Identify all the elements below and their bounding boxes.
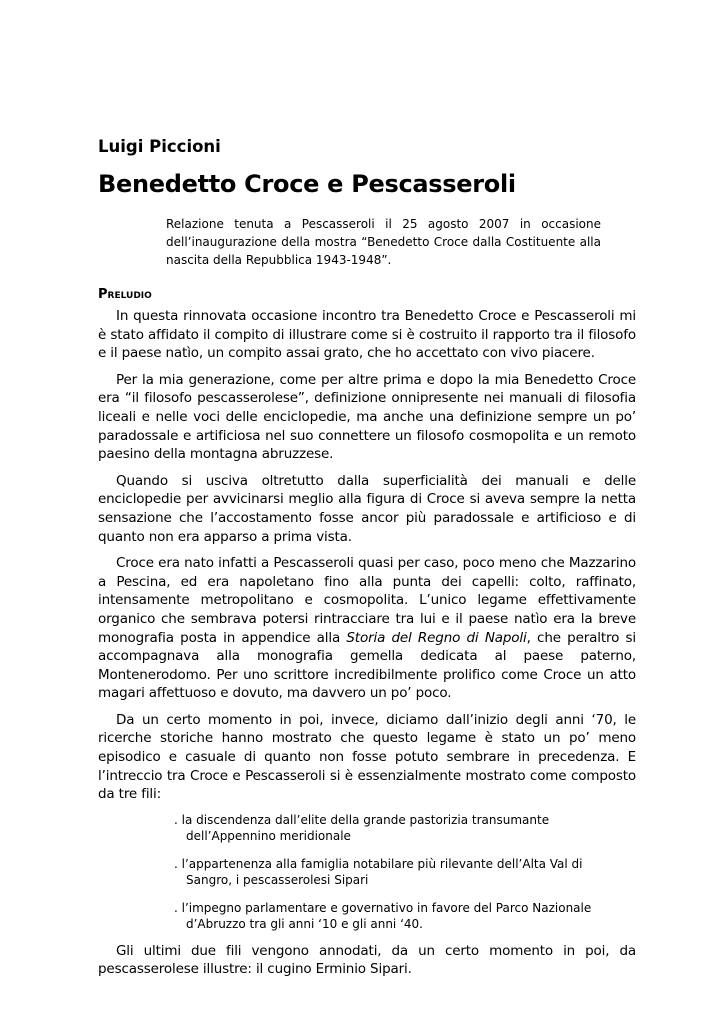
list-item: . la discendenza dall’elite della grande pastorizia transumante dell’Appennino meridionale (174, 812, 550, 843)
document-title: Benedetto Croce e Pescasseroli (98, 170, 516, 198)
threads-list (166, 812, 636, 932)
paragraph: Per la mia generazione, come per altre prima e dopo la mia Benedetto Croce era “il filosofo pescasserolese”, definizione onnipresente nei manuali di filosofia liceali e nelle voci delle enciclopedie, ma anche una definizione sempre un po’ paradossale e artificiosa nel suo connettere un filosofo cosmopolita e un remoto paesino della montagna abruzzese. (98, 371, 636, 463)
paragraph: Gli ultimi due fili vengono annodati, da un certo momento in poi, da pescasserolese illustre: il cugino Erminio Sipari. (98, 942, 636, 978)
paragraph: Da un certo momento in poi, invece, diciamo dall’inizio degli anni ‘70, le ricerche storiche hanno mostrato che questo legame è stato un po’ meno episodico e casuale di quanto non fosse potuto sembrare in precedenza. E l’intreccio tra Croce e Pescasseroli si è essenzialmente mostrato come composto da tre fili: (98, 711, 636, 803)
intro-note: Relazione tenuta a Pescasseroli il 25 agosto 2007 in occasione dell’inaugurazione della mostra “Benedetto Croce dalla Costituente alla nascita della Repubblica 1943-1948”. (166, 217, 601, 267)
paragraph-text: , che peraltro si accompagnava alla monografia gemella dedicata al paese paterno, Montenerodomo. Per uno scrittore incredibilmente prolifico come Croce un atto magari affettuoso e dovuto, ma davvero un po’ poco. (98, 629, 636, 702)
book-title: Storia del Regno di Napoli (346, 629, 527, 646)
paragraph (98, 554, 636, 703)
list-item: . l’impegno parlamentare e governativo in favore del Parco Nazionale d’Abruzzo tra gli anni ‘10 e gli anni ‘40. (174, 900, 592, 931)
paragraph: Quando si usciva oltretutto dalla superficialità dei manuali e delle enciclopedie per avvicinarsi meglio alla figura di Croce si aveva sempre la netta sensazione che l’accostamento fosse ancor più paradossale e artificioso e di quanto non era apparso a prima vista. (98, 472, 636, 545)
author-name: Luigi Piccioni (98, 137, 221, 156)
paragraph: In questa rinnovata occasione incontro tra Benedetto Croce e Pescasseroli mi è stato affidato il compito di illustrare come si è costruito il rapporto tra il filosofo e il paese natìo, un compito assai grato, che ho accettato con vivo piacere. (98, 308, 636, 362)
section-heading: Preludio (98, 287, 152, 302)
body-text (98, 307, 636, 979)
list-item: . l’appartenenza alla famiglia notabilare più rilevante dell’Alta Val di Sangro, i pescasserolesi Sipari (174, 856, 583, 887)
paragraph-text: Croce era nato infatti a Pescasseroli quasi per caso, poco meno che Mazzarino a Pescina, ed era napoletano fino alla punta dei capelli: colto, raffinato, intensamente metropolitano e cosmopolita. L’unico legame effettivamente organico che sembrava potersi rintracciare tra lui e il paese natìo era la breve monografia posta in appendice alla (98, 555, 636, 646)
